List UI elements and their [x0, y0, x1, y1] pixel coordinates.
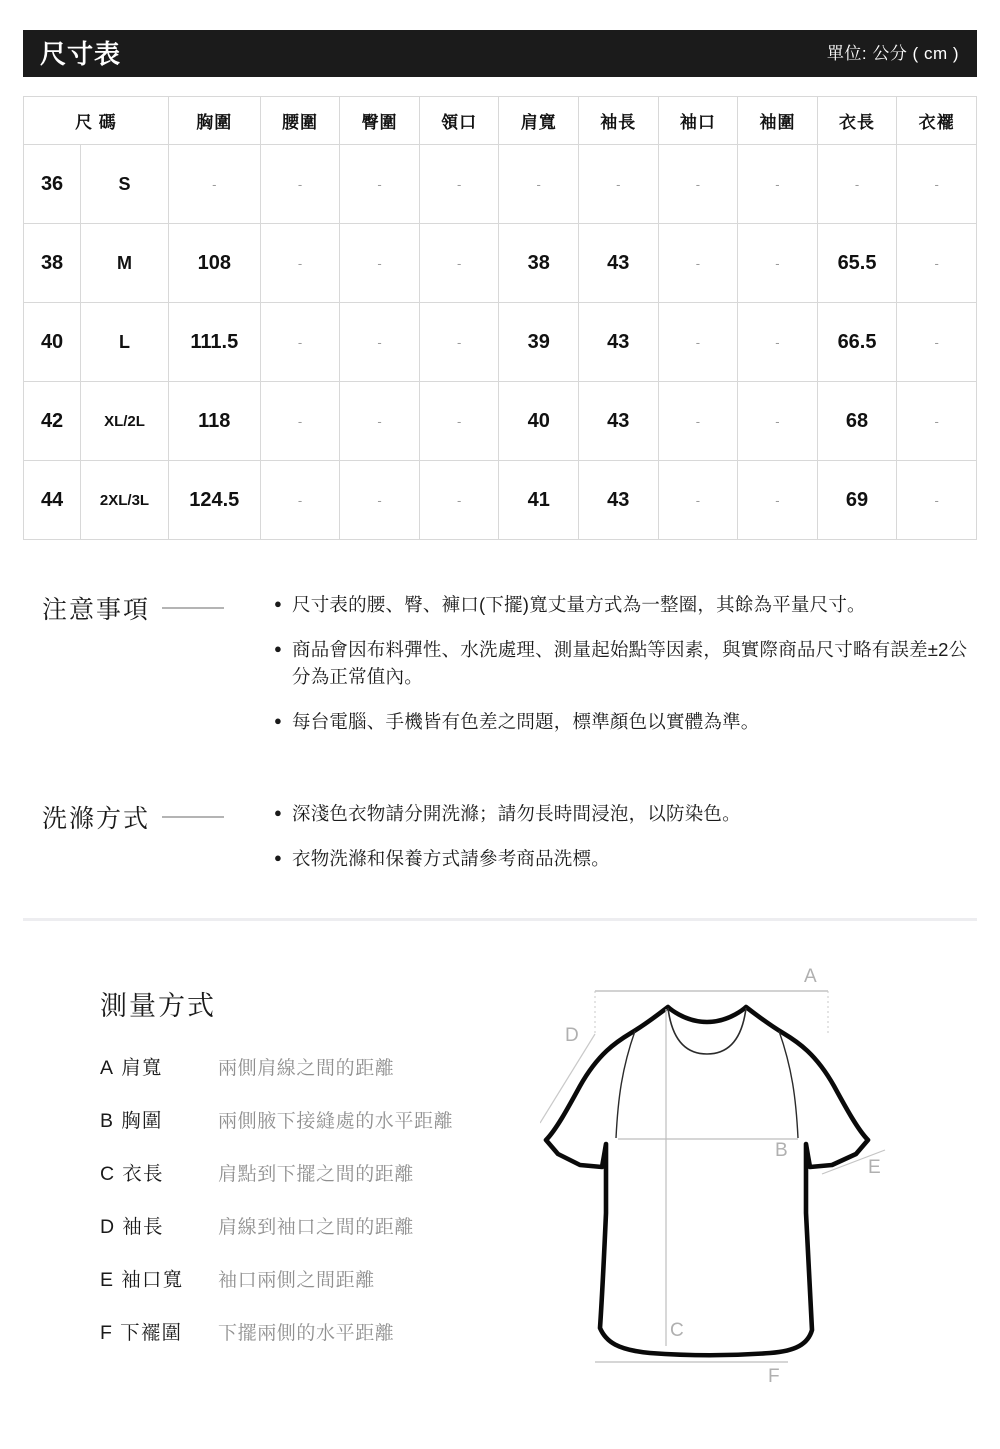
- table-row: [24, 461, 977, 540]
- cell-bust: 111.5: [168, 303, 260, 382]
- wash-items: [274, 797, 982, 890]
- measure-key: [100, 1052, 218, 1080]
- measure-letter: F: [100, 1322, 114, 1344]
- cell-hem: -: [897, 145, 977, 224]
- attention-label: 注意事項: [42, 596, 151, 624]
- wash-label: 洗滌方式: [42, 805, 151, 833]
- page-title-bar: [23, 30, 977, 77]
- wash-text-1: 深淺色衣物請分開洗滌；請勿長時間浸泡，以防染色。: [292, 803, 741, 824]
- list-item: [274, 800, 982, 827]
- column-header-hip: 臀圍: [340, 97, 420, 145]
- column-header-bust: 胸圍: [168, 97, 260, 145]
- measure-key: [100, 1211, 218, 1239]
- label-dash-line: [162, 816, 224, 818]
- section-divider: [23, 918, 977, 921]
- table-row: [24, 382, 977, 461]
- column-header-shoulder: 肩寬: [499, 97, 579, 145]
- cell-body_length: 69: [817, 461, 897, 540]
- cell-body_length: -: [817, 145, 897, 224]
- measure-row-f: [100, 1317, 530, 1370]
- label-dash-line: [162, 607, 224, 609]
- cell-sleeve_length: 43: [579, 224, 659, 303]
- table-row: [24, 145, 977, 224]
- attention-items: [274, 588, 982, 753]
- measure-term: 袖長: [122, 1216, 164, 1238]
- tshirt-body-outline: [546, 1007, 868, 1355]
- measure-description: 兩側肩線之間的距離: [218, 1058, 395, 1079]
- cell-hip: -: [340, 382, 420, 461]
- cell-cuff: -: [658, 303, 738, 382]
- cell-size-alpha: M: [81, 224, 169, 303]
- cell-neck: -: [419, 382, 499, 461]
- cell-hem: -: [897, 382, 977, 461]
- list-item: [274, 708, 982, 735]
- cell-sleeve_girth: -: [738, 461, 818, 540]
- cell-size-alpha: S: [81, 145, 169, 224]
- bullet-icon: ●: [274, 596, 282, 611]
- cell-hem: -: [897, 224, 977, 303]
- column-header-size: 尺 碼: [24, 97, 169, 145]
- dim-label-d: D: [565, 1025, 579, 1046]
- dim-label-f: F: [768, 1366, 780, 1387]
- size-table-body: [24, 145, 977, 540]
- cell-sleeve_length: 43: [579, 382, 659, 461]
- cell-hip: -: [340, 461, 420, 540]
- cell-cuff: -: [658, 382, 738, 461]
- cell-bust: 124.5: [168, 461, 260, 540]
- cell-cuff: -: [658, 145, 738, 224]
- cell-sleeve_length: 43: [579, 303, 659, 382]
- cell-hip: -: [340, 224, 420, 303]
- cell-waist: -: [260, 382, 340, 461]
- cell-shoulder: 39: [499, 303, 579, 382]
- dim-label-e: E: [868, 1157, 881, 1178]
- cell-neck: -: [419, 145, 499, 224]
- cell-neck: -: [419, 303, 499, 382]
- measure-row-b: [100, 1105, 530, 1158]
- measure-term: 袖口寬: [121, 1269, 184, 1291]
- size-table-head: [24, 97, 977, 145]
- cell-cuff: -: [658, 461, 738, 540]
- measure-term: 肩寬: [121, 1057, 163, 1079]
- cell-waist: -: [260, 145, 340, 224]
- list-item: [274, 591, 982, 618]
- measure-key: [100, 1105, 218, 1133]
- attention-text-2: 商品會因布料彈性、水洗處理、測量起始點等因素，與實際商品尺寸略有誤差±2公分為正常值內。: [292, 639, 968, 687]
- cell-waist: -: [260, 461, 340, 540]
- measure-row-a: [100, 1052, 530, 1105]
- column-header-body-length: 衣長: [817, 97, 897, 145]
- cell-body_length: 66.5: [817, 303, 897, 382]
- measure-term: 胸圍: [121, 1110, 163, 1132]
- cell-size-number: 36: [24, 145, 81, 224]
- cell-hip: -: [340, 303, 420, 382]
- cell-body_length: 68: [817, 382, 897, 461]
- measure-description: 兩側腋下接縫處的水平距離: [218, 1111, 454, 1132]
- measure-description: 袖口兩側之間距離: [218, 1270, 375, 1291]
- measure-row-e: [100, 1264, 530, 1317]
- cell-body_length: 65.5: [817, 224, 897, 303]
- dim-label-b: B: [775, 1140, 788, 1161]
- table-row: [24, 303, 977, 382]
- wash-text-2: 衣物洗滌和保養方式請參考商品洗標。: [292, 848, 610, 869]
- bullet-icon: ●: [274, 805, 282, 820]
- bullet-icon: ●: [274, 850, 282, 865]
- cell-hip: -: [340, 145, 420, 224]
- cell-sleeve_length: -: [579, 145, 659, 224]
- cell-shoulder: 40: [499, 382, 579, 461]
- measure-row-c: [100, 1158, 530, 1211]
- tshirt-measurement-diagram: [540, 958, 1000, 1428]
- unit-note: 單位: 公分 ( cm ): [826, 44, 959, 63]
- cell-hem: -: [897, 303, 977, 382]
- cell-sleeve_girth: -: [738, 382, 818, 461]
- measure-term: 衣長: [122, 1163, 164, 1185]
- attention-label-wrap: [42, 588, 274, 626]
- column-header-waist: 腰圍: [260, 97, 340, 145]
- measure-list: [100, 1052, 530, 1370]
- measure-section: [0, 962, 1000, 1432]
- cell-size-number: 38: [24, 224, 81, 303]
- measure-description: 下擺兩側的水平距離: [218, 1323, 395, 1344]
- measure-letter: B: [100, 1110, 115, 1132]
- list-item: [274, 845, 982, 872]
- size-table: [23, 96, 977, 540]
- table-row: [24, 224, 977, 303]
- notes-area: [42, 588, 982, 890]
- attention-text-1: 尺寸表的腰、臀、褲口(下擺)寬丈量方式為一整圈，其餘為平量尺寸。: [292, 594, 866, 615]
- wash-group: [42, 797, 982, 890]
- cell-sleeve_girth: -: [738, 303, 818, 382]
- cell-size-alpha: L: [81, 303, 169, 382]
- column-header-hem: 衣襬: [897, 97, 977, 145]
- cell-hem: -: [897, 461, 977, 540]
- measure-letter: A: [100, 1057, 115, 1079]
- cell-size-number: 44: [24, 461, 81, 540]
- page-title: 尺寸表: [40, 38, 122, 69]
- column-header-neck: 領口: [419, 97, 499, 145]
- cell-size-number: 40: [24, 303, 81, 382]
- size-table-header-row: [24, 97, 977, 145]
- cell-size-alpha: 2XL/3L: [81, 461, 169, 540]
- cell-shoulder: 41: [499, 461, 579, 540]
- measure-term: 下襬圍: [120, 1322, 183, 1344]
- measure-key: [100, 1317, 218, 1345]
- column-header-sleeve-girth: 袖圍: [738, 97, 818, 145]
- measure-description: 肩線到袖口之間的距離: [218, 1217, 415, 1238]
- column-header-sleeve-length: 袖長: [579, 97, 659, 145]
- cell-waist: -: [260, 303, 340, 382]
- attention-text-3: 每台電腦、手機皆有色差之問題，標準顏色以實體為準。: [292, 711, 760, 732]
- cell-sleeve_length: 43: [579, 461, 659, 540]
- cell-size-number: 42: [24, 382, 81, 461]
- dim-label-c: C: [670, 1320, 684, 1341]
- list-item: [274, 636, 982, 690]
- measure-letter: D: [100, 1216, 116, 1238]
- bullet-icon: ●: [274, 713, 282, 728]
- cell-shoulder: -: [499, 145, 579, 224]
- cell-waist: -: [260, 224, 340, 303]
- cell-shoulder: 38: [499, 224, 579, 303]
- cell-neck: -: [419, 461, 499, 540]
- cell-bust: -: [168, 145, 260, 224]
- column-header-cuff: 袖口: [658, 97, 738, 145]
- measure-row-d: [100, 1211, 530, 1264]
- cell-cuff: -: [658, 224, 738, 303]
- dim-label-a: A: [804, 966, 817, 987]
- cell-bust: 108: [168, 224, 260, 303]
- bullet-icon: ●: [274, 641, 282, 656]
- attention-group: [42, 588, 982, 753]
- measure-description: 肩點到下擺之間的距離: [218, 1164, 415, 1185]
- cell-bust: 118: [168, 382, 260, 461]
- measure-title: 測量方式: [100, 991, 216, 1021]
- wash-label-wrap: [42, 797, 274, 835]
- cell-sleeve_girth: -: [738, 145, 818, 224]
- measure-letter: E: [100, 1269, 115, 1291]
- cell-size-alpha: XL/2L: [81, 382, 169, 461]
- measure-key: [100, 1264, 218, 1292]
- measure-letter: C: [100, 1163, 116, 1185]
- cell-sleeve_girth: -: [738, 224, 818, 303]
- cell-neck: -: [419, 224, 499, 303]
- measure-key: [100, 1158, 218, 1186]
